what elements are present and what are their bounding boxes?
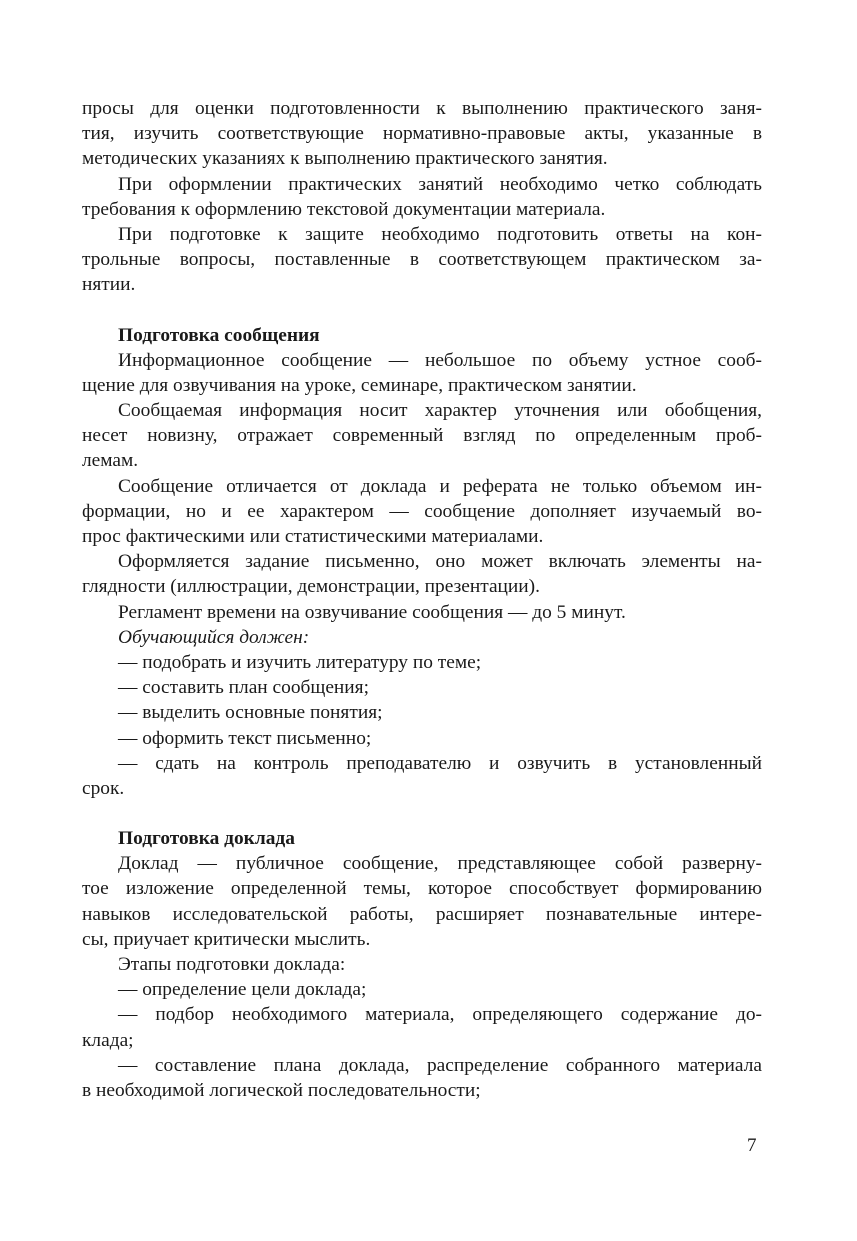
list-item: — подобрать и изучить литературу по теме; xyxy=(118,651,482,673)
text-line: Этапы подготовки доклада: xyxy=(118,954,346,975)
text-line: При подготовке к защите необходимо подготовить ответы на кон- xyxy=(118,223,762,245)
text-line: методических указаниях к выполнению практического занятия. xyxy=(82,148,608,170)
section-heading: Подготовка доклада xyxy=(118,828,295,850)
text-line: трольные вопросы, поставленные в соответствующем практическом за- xyxy=(82,249,762,271)
text-line: Доклад — публичное сообщение, представляющее собой разверну- xyxy=(118,853,762,875)
list-item-continuation: срок. xyxy=(82,777,125,799)
text-line: тия, изучить соответствующие нормативно-правовые акты, указанные в xyxy=(82,123,762,145)
text-line: прос фактическими или статистическими материалами. xyxy=(82,526,544,547)
italic-subheading: Обучающийся должен: xyxy=(118,626,310,648)
text-line: нятии. xyxy=(82,274,136,296)
text-line: лемам. xyxy=(82,450,139,472)
section-heading: Подготовка сообщения xyxy=(118,324,320,346)
list-item-continuation: в необходимой логической последовательности; xyxy=(82,1079,481,1101)
text-line: глядности (иллюстрации, демонстрации, презентации). xyxy=(82,576,540,598)
text-line: формации, но и ее характером — сообщение дополняет изучаемый во- xyxy=(82,500,762,522)
text-line: Регламент времени на озвучивание сообщения — до 5 минут. xyxy=(118,601,626,623)
page-number: 7 xyxy=(747,1135,757,1156)
list-item-continuation: клада; xyxy=(82,1029,134,1051)
text-line: Сообщаемая информация носит характер уточнения или обобщения, xyxy=(118,400,762,422)
list-item: — подбор необходимого материала, определяющего содержание до- xyxy=(118,1004,762,1026)
list-item: — составить план сообщения; xyxy=(118,677,369,699)
text-line: Сообщение отличается от доклада и реферата не только объемом ин- xyxy=(118,475,762,497)
text-line: просы для оценки подготовленности к выполнению практического заня- xyxy=(82,98,762,119)
page-body xyxy=(82,96,762,1103)
text-line: Оформляется задание письменно, оно может включать элементы на- xyxy=(118,551,762,573)
text-line: Информационное сообщение — небольшое по объему устное сооб- xyxy=(118,349,762,371)
list-item: — оформить текст письменно; xyxy=(118,727,372,749)
text-line: щение для озвучивания на уроке, семинаре, практическом занятии. xyxy=(82,374,637,396)
text-line: При оформлении практических занятий необходимо четко соблюдать xyxy=(118,173,762,195)
list-item: — составление плана доклада, распределение собранного материала xyxy=(118,1054,762,1076)
text-line: требования к оформлению текстовой документации материала. xyxy=(82,198,606,220)
list-item: — сдать на контроль преподавателю и озвучить в установленный xyxy=(118,752,762,774)
list-item: — определение цели доклада; xyxy=(118,979,367,1001)
list-item: — выделить основные понятия; xyxy=(118,702,383,724)
text-line: несет новизну, отражает современный взгляд по определенным проб- xyxy=(82,425,762,447)
text-line: тое изложение определенной темы, которое способствует формированию xyxy=(82,878,762,900)
text-line: сы, приучает критически мыслить. xyxy=(82,928,371,950)
text-line: навыков исследовательской работы, расширяет познавательные интере- xyxy=(82,903,762,925)
